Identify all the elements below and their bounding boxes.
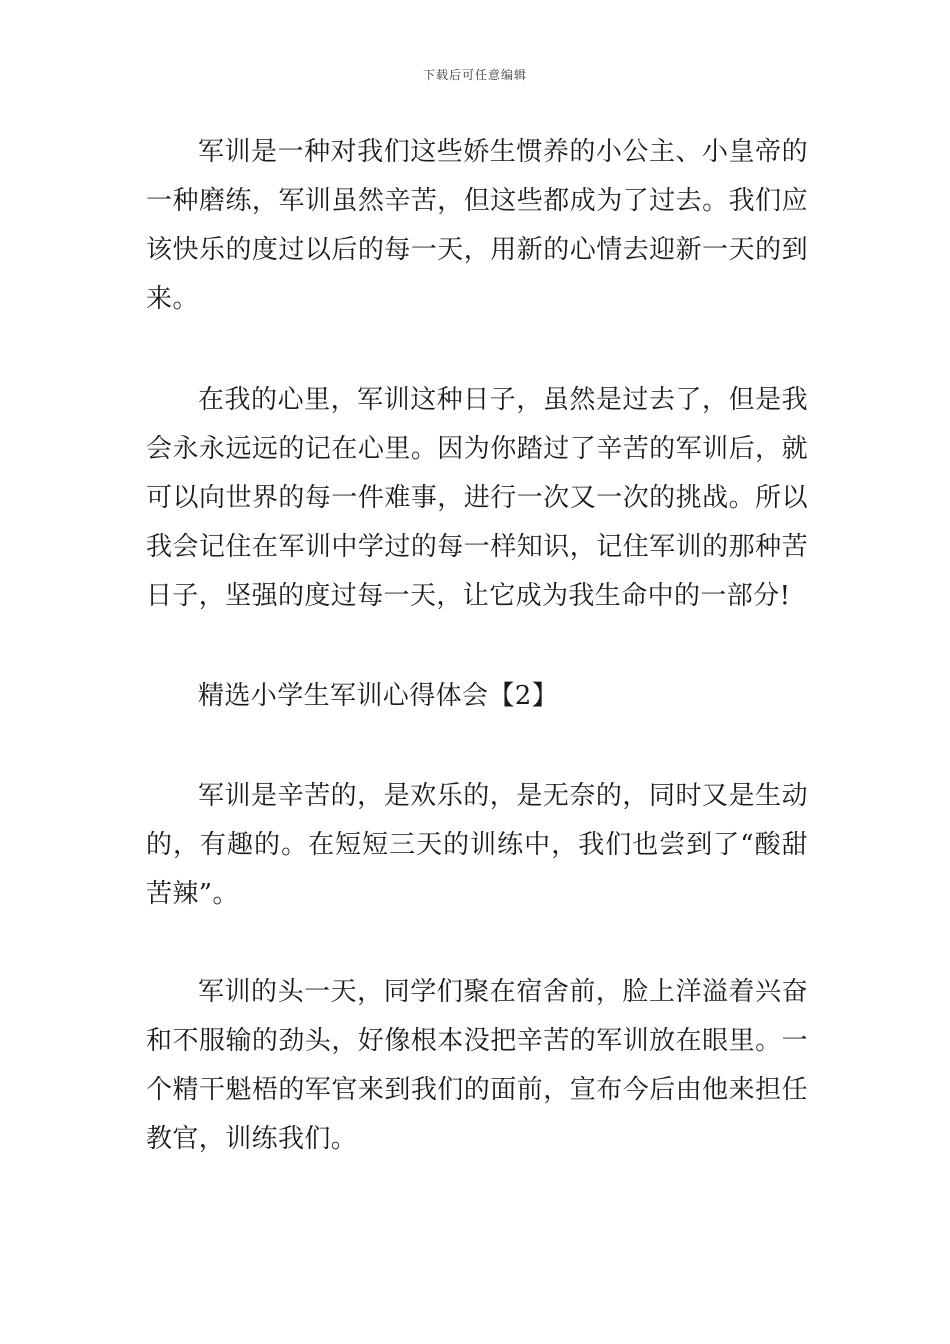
section-heading: 精选小学生军训心得体会【2】 [198, 681, 559, 711]
paragraph-1: 军训是一种对我们这些娇生惯养的小公主、小皇帝的一种磨练，军训虽然辛苦，但这些都成为了过去。我们应该快乐的度过以后的每一天，用新的心情去迎新一天的到来。 [146, 137, 808, 314]
paragraph-2: 在我的心里，军训这种日子，虽然是过去了，但是我会永永远远的记在心里。因为你踏过了辛苦的军训后，就可以向世界的每一件难事，进行一次又一次的挑战。所以我会记住在军训中学过的每一样知识，记住军训的那种苦日子，坚强的度过每一天，让它成为我生命中的一部分! [146, 385, 808, 611]
header-note: 下载后可任意编辑 [422, 68, 527, 82]
paragraph-3: 军训是辛苦的，是欢乐的，是无奈的，同时又是生动的，有趣的。在短短三天的训练中，我们也尝到了“酸甜苦辣”。 [146, 781, 808, 909]
paragraph-4: 军训的头一天，同学们聚在宿舍前，脸上洋溢着兴奋和不服输的劲头，好像根本没把辛苦的军训放在眼里。一个精干魁梧的军官来到我们的面前，宣布今后由他来担任教官，训练我们。 [146, 977, 808, 1154]
